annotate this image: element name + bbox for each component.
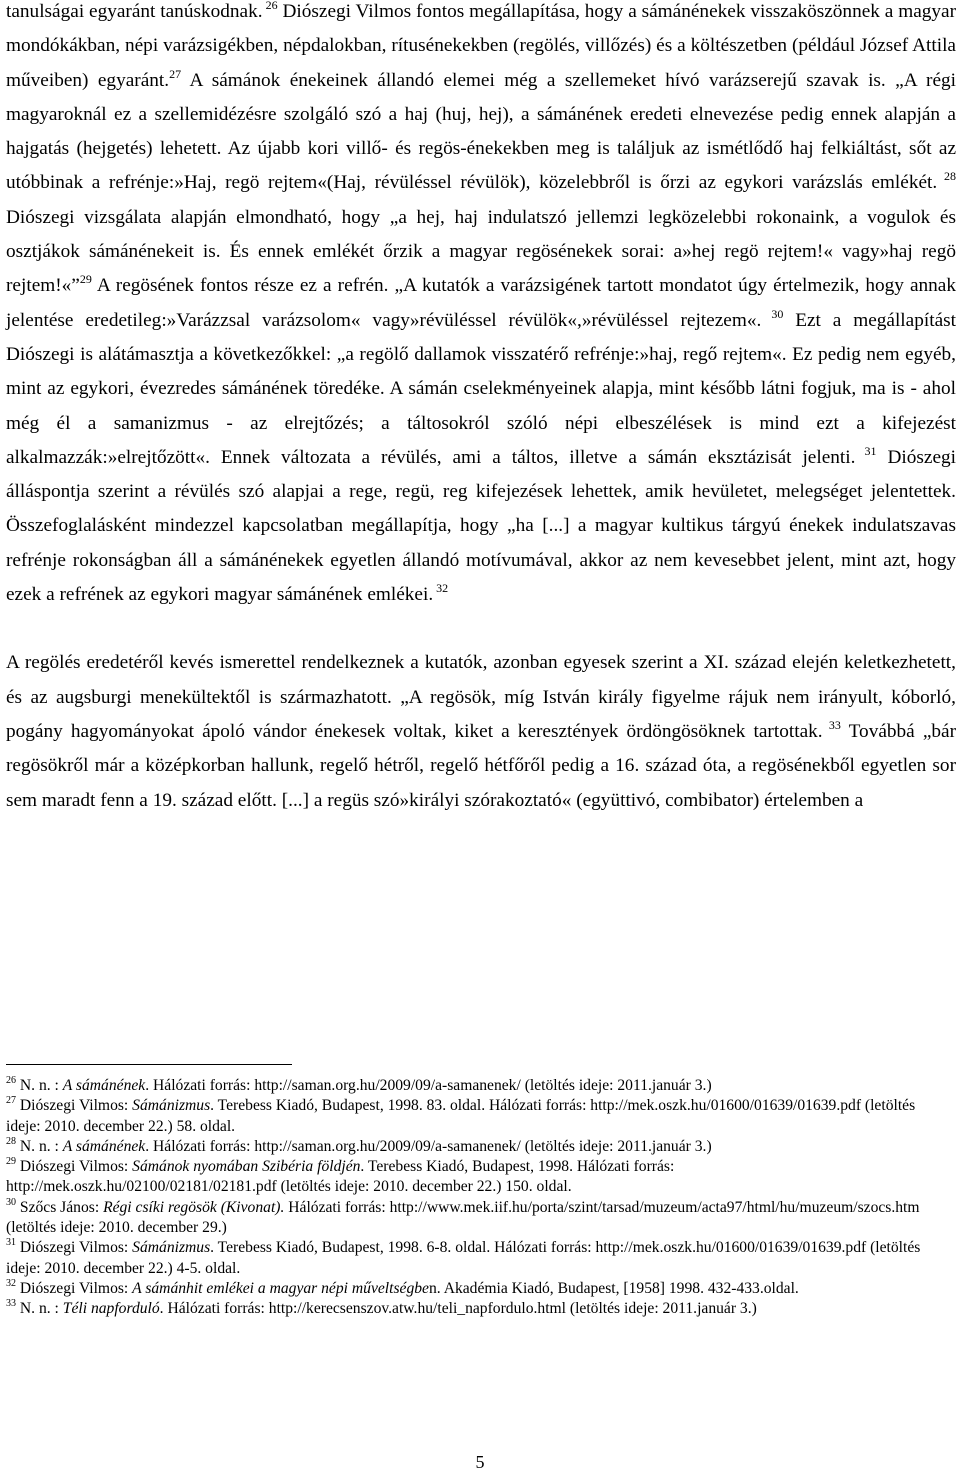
footnote-item: [6, 1157, 946, 1198]
footnote-reference: 28: [937, 169, 957, 184]
footnote-text: Diószegi Vilmos:: [16, 1239, 133, 1257]
footnote-title: A sámánének: [62, 1077, 146, 1094]
paragraph-text: Diószegi Vilmos fontos megállapítása, hogy a sámánénekek visszaköszönnek a magyar mondókákban, népi varázsigékben, népdalokban, rítusénekekben (regölés, villőzés) és a költészetben (például József Attila műveiben) egyaránt.: [6, 1, 957, 91]
footnote-item: [6, 1279, 946, 1299]
paragraph-text: Diószegi álláspontja szerint a révülés szó alapjai a rege, regü, reg kifejezések lehettek, amik hevületet, melegséget jelentettek. Összefoglalásként mindezzel kapcsolatban megállapítja, hogy „ha [...] a magyar kultikus tárgyú énekek indulatszavas refrénje rokonságban áll a sámánénekek egyetlen állandó motívumával, akkor az nem kevesebbet jelent, mint azt, hogy ezek a refrének az egykori magyar sámánének emlékei.: [6, 446, 957, 606]
paragraph-text: Ezt a megállapítást Diószegi is alátámasztja a következőkkel: „a regölő dallamok visszatérő refrénje:»haj, regő rejtem«. Ez pedig nem egyéb, mint az egykori, évezredes sámánének töredéke. A sámán cselekményeinek alapja, mint később látni fogjuk, ma is - ahol még él a samanizmus - az elrejtőzés; a táltosokról szóló népi elbeszélések is mind ezt a kifejezést alkalmazzák:»elrejtőzött«. Ennek változata a révülés, ami a táltos, illetve a sámán eksztázisát jelenti.: [6, 309, 956, 468]
footnote-item: [6, 1238, 946, 1279]
footnote-title: Sámánok nyomában Szibéria földjén: [132, 1158, 361, 1176]
footnote-item: [6, 1076, 946, 1096]
footnote-item: [6, 1137, 946, 1157]
footnote-title: Sámánizmus: [132, 1239, 211, 1257]
footnote-text: N. n. :: [16, 1137, 63, 1155]
page-number: 5: [475, 1452, 485, 1472]
paragraph-text: tanulságai egyaránt tanúskodnak.: [6, 1, 263, 22]
footnote-text: Diószegi Vilmos:: [16, 1158, 133, 1176]
footnote-item: [6, 1096, 946, 1137]
footnote-text: Diószegi Vilmos:: [16, 1097, 133, 1115]
paragraph-text: A regösének fontos része ez a refrén. „A kutatók a varázsigének tartott mondatot úgy értelmezik, hogy annak jelentése eredetileg:»Varázzsal varázsolom« vagy»révüléssel révülök«,»révüléssel rejtezem«.: [6, 275, 956, 331]
footnote-reference: 27: [169, 66, 182, 81]
footnote-number: 27: [6, 1095, 16, 1107]
footnote-title: Sámánizmus: [132, 1097, 211, 1115]
footnote-number: 31: [6, 1237, 16, 1249]
footnote-reference: 32: [433, 581, 449, 596]
footnote-item: [6, 1198, 946, 1239]
footnote-title: Régi csíki regösök (Kivonat).: [103, 1198, 285, 1216]
paragraph-text: Továbbá „bár regösökről már a középkorban hallunk, regelő hétről, regelő hétfőről pedig a 16. század óta, a regösénekből egyetlen sor sem maradt fenn a 19. század előtt. [...] a regüs szó»királyi szórakoztató« (együttivó, combibator) értelemben a: [6, 720, 956, 811]
footnote-number: 29: [6, 1156, 16, 1168]
footnote-item: [6, 1299, 946, 1319]
footnote-text: Hálózati forrás: http://www.mek.iif.hu/porta/szint/tarsad/muzeum/acta97/html/hu/muzeum/szocs.htm (letöltés ideje: 2010. december 29.): [6, 1198, 920, 1237]
paragraph-text: Diószegi vizsgálata alapján elmondható, hogy „a hej, haj indulatszó jellemzi legközelebbi rokonaink, a vogulok és osztjákok sámánénekeit is. És ennek emlékét őrzik a magyar regösénekek sorai: a»hej regö rejtem!« vagy»haj regö rejtem!«”: [6, 206, 956, 297]
footnote-reference: 26: [262, 0, 278, 12]
footnote-title: Téli napforduló: [62, 1300, 160, 1318]
footnote-separator: [6, 1064, 292, 1065]
footnote-number: 30: [6, 1196, 16, 1208]
footnote-text: . Terebess Kiadó, Budapest, 1998. 83. oldal. Hálózati forrás: http://mek.oszk.hu/01600/01639/01639.pdf (letöltés ideje: 2010. december 22.) 58. oldal.: [6, 1097, 916, 1135]
footnote-text: Szőcs János:: [16, 1198, 104, 1216]
footnote-text: . Hálózati forrás: http://kerecsenszov.atw.hu/teli_napfordulo.html (letöltés ideje: 2011.január 3.): [159, 1300, 757, 1318]
footnote-text: . Terebess Kiadó, Budapest, 1998. Hálózati forrás: http://mek.oszk.hu/02100/02181/02181.pdf (letöltés ideje: 2010. december 22.) 150. oldal.: [6, 1158, 675, 1196]
page-body: [6, 0, 956, 818]
footnote-text: N. n. :: [16, 1077, 63, 1094]
footnote-number: 33: [6, 1298, 16, 1310]
footnote-title: A sámánének: [62, 1137, 146, 1155]
footnote-reference: 30: [761, 306, 784, 321]
paragraph-text: A sámánok énekeinek állandó elemei még a szellemeket hívó varázserejű szavak is. „A régi magyaroknál ez a szellemidézésre szolgáló szó a haj (huj, hej), a sámánének eredeti elnevezése pedig ennek alapján a hajgatás (hejgetés) lehetett. Az újabb kori villő- és regös-énekekben meg is találjuk az ismétlődő haj felkiáltást, sőt az utóbbinak a refrénje:»Haj, regö rejtem«(Haj, révüléssel révülök), közelebbről is őrzi az egykori varázslás emlékét.: [6, 69, 956, 194]
footnote-text: n. Akadémia Kiadó, Budapest, [1958] 1998. 432-433.oldal.: [428, 1279, 799, 1297]
footnote-reference: 33: [822, 717, 841, 732]
footnote-text: . Hálózati forrás: http://saman.org.hu/2009/09/a-samanenek/ (letöltés ideje: 2011.január 3.): [145, 1137, 712, 1155]
footnote-reference: 29: [79, 272, 92, 287]
footnote-title: A sámánhit emlékei a magyar népi műveltségbe: [132, 1279, 429, 1297]
footnote-number: 28: [6, 1135, 16, 1147]
footnote-text: N. n. :: [16, 1300, 63, 1318]
paragraph-text: A regölés eredetéről kevés ismerettel rendelkeznek a kutatók, azonban egyesek szerint a XI. század elején keletkezhetett, és az augsburgi menekültektől is származhatott. „A regösök, míg István király figyelme rájuk nem irányult, kóborló, pogány hagyományokat ápoló vándor énekesek voltak, kiket a keresztények ördöngösöknek tartottak.: [6, 652, 956, 742]
footnote-text: . Hálózati forrás: http://saman.org.hu/2009/09/a-samanenek/ (letöltés ideje: 2011.január 3.): [145, 1077, 712, 1094]
footnote-text: Diószegi Vilmos:: [16, 1279, 133, 1297]
body-paragraph: [6, 0, 956, 612]
footnote-number: 32: [6, 1277, 16, 1289]
body-paragraph: [6, 646, 956, 817]
footnote-text: . Terebess Kiadó, Budapest, 1998. 6-8. oldal. Hálózati forrás: http://mek.oszk.hu/01600/01639/01639.pdf (letöltés ideje: 2010. december 22.) 4-5. oldal.: [6, 1239, 921, 1277]
footnote-number: 26: [6, 1075, 16, 1086]
footnotes-section: [6, 1076, 946, 1320]
footnote-reference: 31: [855, 443, 877, 458]
